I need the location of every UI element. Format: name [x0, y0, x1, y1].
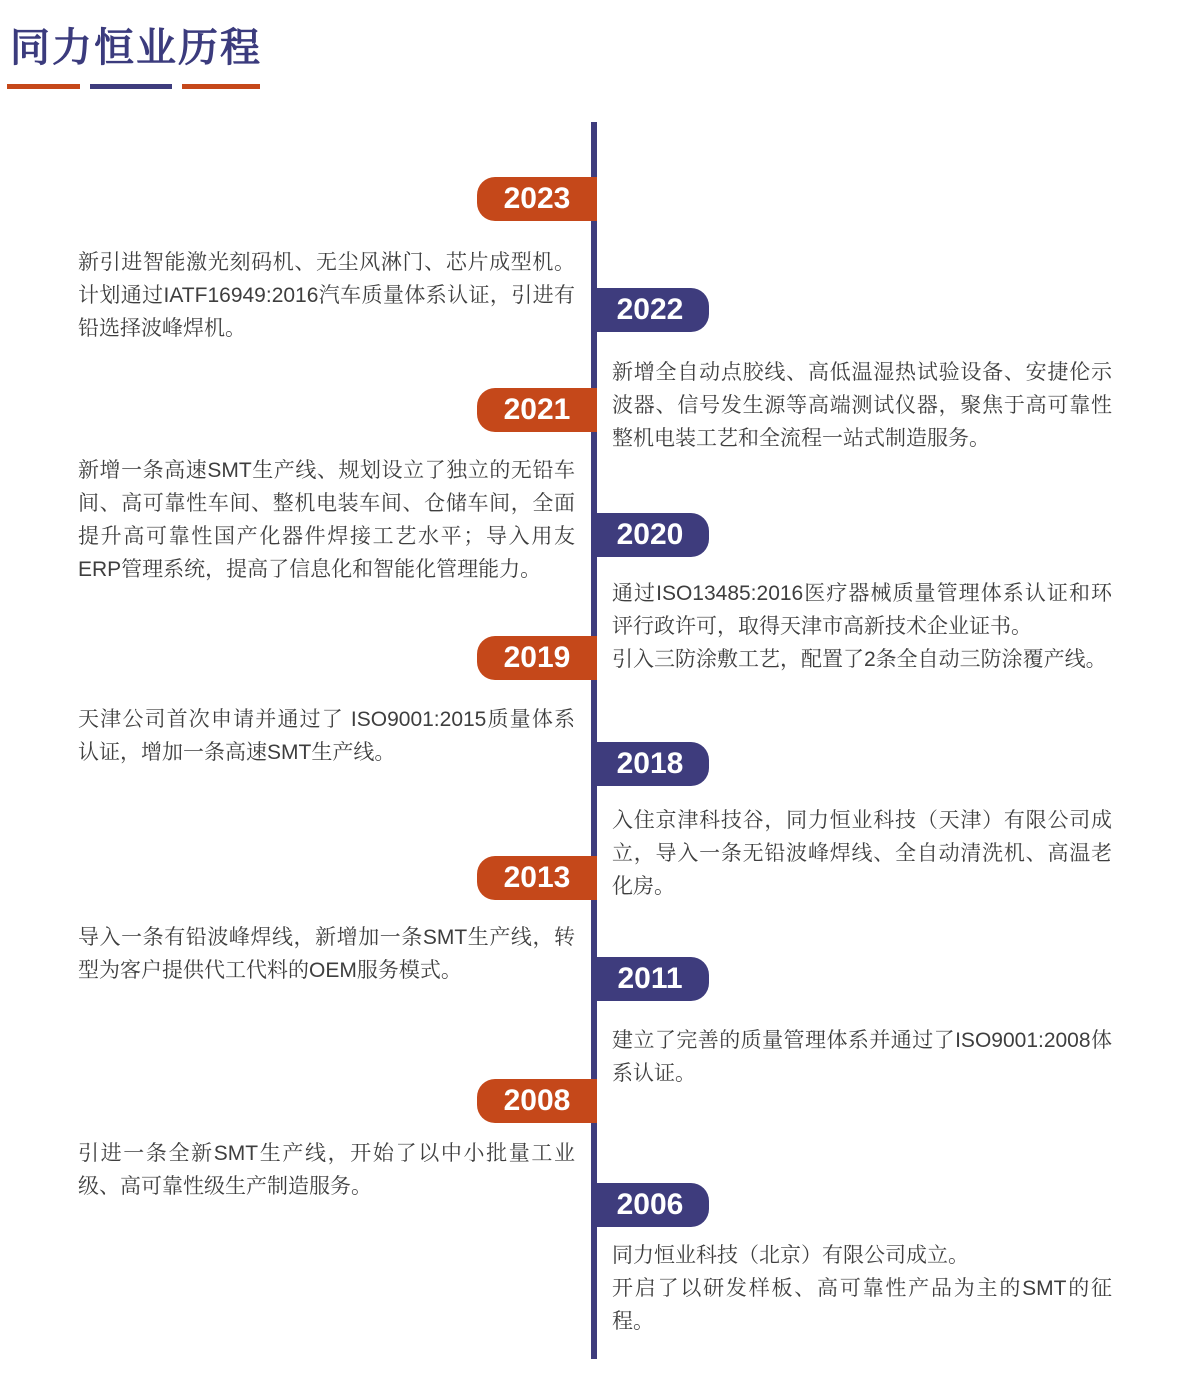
timeline-text-2019	[78, 703, 575, 769]
timeline-paragraph: 同力恒业科技（北京）有限公司成立。	[612, 1244, 969, 1267]
year-badge-2023: 2023	[477, 177, 597, 221]
year-badge-2021: 2021	[477, 388, 597, 432]
timeline-paragraph: 天津公司首次申请并通过了 ISO9001:2015质量体系认证，增加一条高速SMT生产线。	[78, 708, 575, 764]
timeline-text-2013	[78, 921, 575, 987]
timeline-paragraph: 新增一条高速SMT生产线、规划设立了独立的无铅车间、高可靠性车间、整机电装车间、仓储车间，全面提升高可靠性国产化器件焊接工艺水平；导入用友ERP管理系统，提高了信息化和智能化管理能力。	[78, 459, 575, 581]
timeline-text-2023	[78, 246, 575, 345]
timeline-text-2020	[612, 577, 1112, 676]
timeline-text-2022	[612, 356, 1112, 455]
timeline-paragraph: 引进一条全新SMT生产线，开始了以中小批量工业级、高可靠性级生产制造服务。	[78, 1142, 575, 1198]
timeline-paragraph: 入住京津科技谷，同力恒业科技（天津）有限公司成立，导入一条无铅波峰焊线、全自动清洗机、高温老化房。	[612, 809, 1112, 898]
timeline-text-2006	[612, 1239, 1112, 1338]
timeline-paragraph: 建立了完善的质量管理体系并通过了ISO9001:2008体系认证。	[612, 1029, 1112, 1085]
title-underline-orange-1	[7, 84, 80, 89]
timeline-paragraph: 新增全自动点胶线、高低温湿热试验设备、安捷伦示波器、信号发生源等高端测试仪器，聚焦于高可靠性整机电装工艺和全流程一站式制造服务。	[612, 361, 1112, 450]
title-underline-orange-2	[182, 84, 260, 89]
timeline-text-2011	[612, 1024, 1112, 1090]
year-badge-2013: 2013	[477, 856, 597, 900]
year-badge-2018: 2018	[591, 742, 709, 786]
year-badge-2011: 2011	[591, 957, 709, 1001]
timeline-text-2018	[612, 804, 1112, 903]
timeline-paragraph: 引入三防涂敷工艺，配置了2条全自动三防涂覆产线。	[612, 648, 1107, 671]
timeline-paragraph: 开启了以研发样板、高可靠性产品为主的SMT的征程。	[612, 1277, 1112, 1333]
title-underline-purple	[90, 84, 172, 89]
timeline-paragraph: 导入一条有铅波峰焊线，新增加一条SMT生产线，转型为客户提供代工代料的OEM服务模式。	[78, 926, 575, 982]
timeline-paragraph: 通过ISO13485:2016医疗器械质量管理体系认证和环评行政许可，取得天津市高新技术企业证书。	[612, 582, 1112, 638]
timeline-text-2021	[78, 454, 575, 586]
year-badge-2008: 2008	[477, 1079, 597, 1123]
page-title: 同力恒业历程	[10, 26, 262, 70]
year-badge-2019: 2019	[477, 636, 597, 680]
year-badge-2022: 2022	[591, 288, 709, 332]
timeline-paragraph: 新引进智能激光刻码机、无尘风淋门、芯片成型机。计划通过IATF16949:2016汽车质量体系认证，引进有铅选择波峰焊机。	[78, 251, 575, 340]
timeline-text-2008	[78, 1137, 575, 1203]
year-badge-2020: 2020	[591, 513, 709, 557]
year-badge-2006: 2006	[591, 1183, 709, 1227]
